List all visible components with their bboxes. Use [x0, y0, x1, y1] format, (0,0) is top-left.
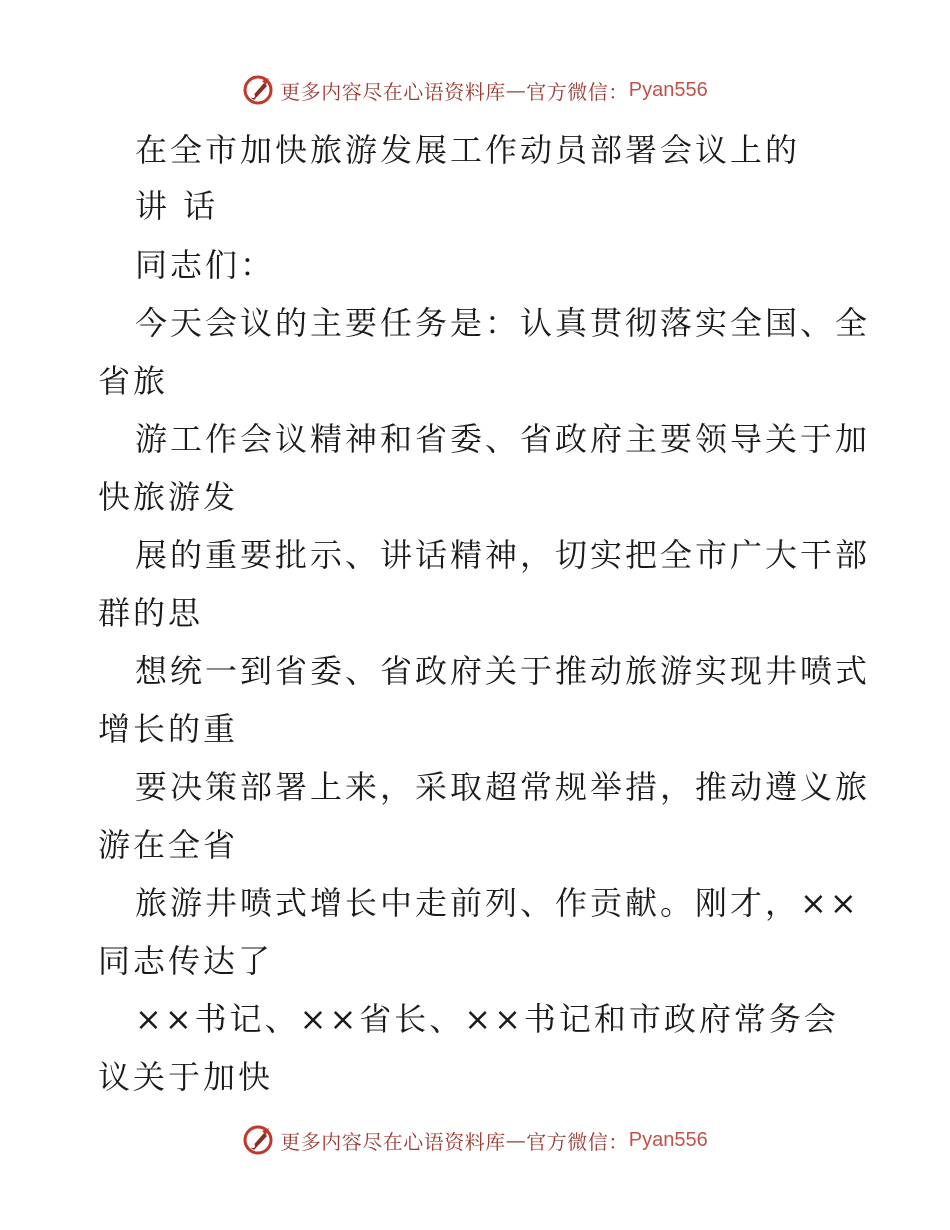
- paragraph-line: 增长的重: [98, 710, 239, 748]
- footer-banner: [0, 1120, 950, 1160]
- banner-wechat-label: 官方微信：: [526, 1129, 629, 1154]
- banner-slogan: 更多内容尽在心语资料库: [280, 1129, 506, 1154]
- quill-pen-logo-icon: [242, 1124, 274, 1156]
- paragraph-line: 游在全省: [98, 826, 239, 864]
- salutation: 同志们：: [135, 246, 276, 284]
- banner-wechat-label: 官方微信：: [526, 79, 629, 104]
- paragraph-line: 快旅游发: [98, 478, 239, 516]
- document-subtitle: 讲 话: [135, 187, 219, 225]
- paragraph-line: 想统一到省委、省政府关于推动旅游实现井喷式: [135, 652, 871, 690]
- banner-slogan: 更多内容尽在心语资料库: [280, 79, 506, 104]
- paragraph-line: 旅游井喷式增长中走前列、作贡献。刚才，××: [135, 884, 860, 922]
- banner-wechat-id: Pyan556: [628, 1128, 708, 1151]
- document-title: 在全市加快旅游发展工作动员部署会议上的: [135, 131, 801, 169]
- paragraph-line: 群的思: [98, 594, 204, 632]
- header-banner: [0, 70, 950, 110]
- banner-dash: —: [505, 1128, 527, 1152]
- paragraph-line: 议关于加快: [98, 1058, 274, 1096]
- paragraph-line: 展的重要批示、讲话精神，切实把全市广大干部: [135, 536, 871, 574]
- banner-wechat-id: Pyan556: [628, 78, 708, 101]
- banner-dash: —: [505, 78, 527, 102]
- paragraph-line: ××书记、××省长、××书记和市政府常务会: [135, 1000, 839, 1038]
- paragraph-line: 省旅: [98, 362, 169, 400]
- paragraph-line: 今天会议的主要任务是：认真贯彻落实全国、全: [135, 304, 871, 342]
- paragraph-line: 游工作会议精神和省委、省政府主要领导关于加: [135, 420, 871, 458]
- quill-pen-logo-icon: [242, 74, 274, 106]
- paragraph-line: 同志传达了: [98, 942, 274, 980]
- paragraph-line: 要决策部署上来，采取超常规举措，推动遵义旅: [135, 768, 871, 806]
